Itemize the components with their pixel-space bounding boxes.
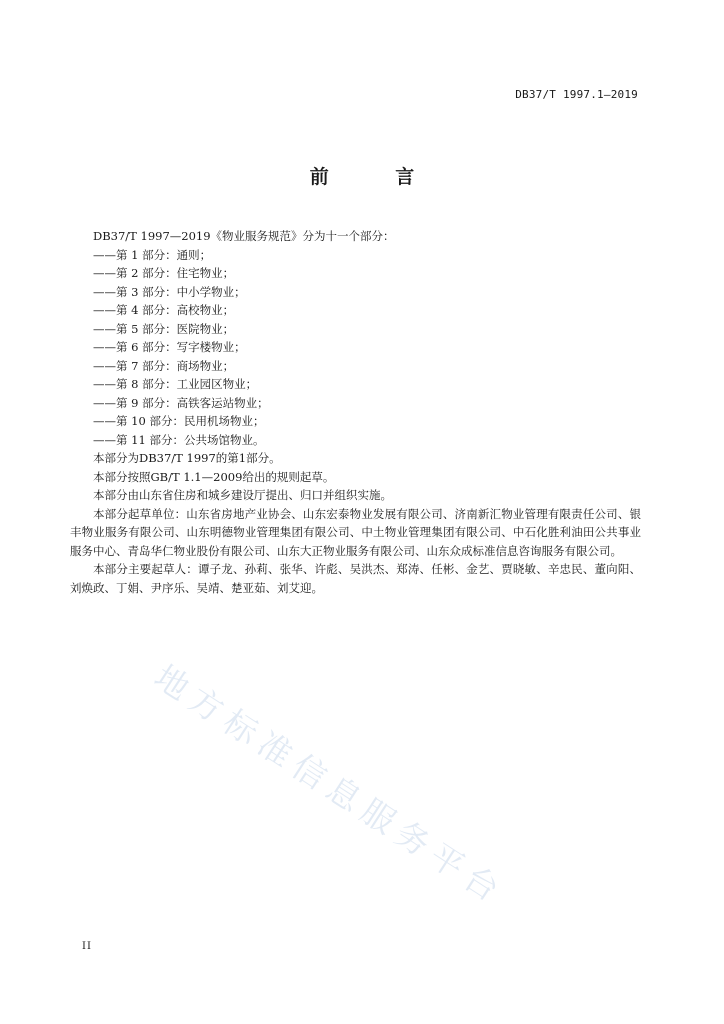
drafters-paragraph: 本部分主要起草人：谭子龙、孙莉、张华、许彪、吴洪杰、郑涛、任彬、金艺、贾晓敏、辛忠民、董向阳、刘焕政、丁娟、尹序乐、吴靖、楚亚茹、刘艾迎。 (70, 562, 641, 595)
statement-drafting-rules: 本部分按照GB/T 1.1—2009给出的规则起草。 (93, 469, 335, 484)
part-list-item: ——第 2 部分：住宅物业； (93, 266, 235, 280)
part-list-item: ——第 7 部分：商场物业； (93, 358, 235, 373)
part-list-item: ——第 1 部分：通则； (93, 247, 212, 262)
part-list-item: ——第 6 部分：写字楼物业； (93, 340, 246, 354)
watermark: 地方标准信息服务平台 (147, 657, 513, 914)
part-list-item: ——第 11 部分：公共场馆物业。 (93, 432, 265, 447)
part-list-item: ——第 9 部分：高铁客运站物业； (93, 395, 269, 410)
intro-line: DB37/T 1997—2019《物业服务规范》分为十一个部分： (93, 229, 395, 243)
drafting-units-paragraph: 本部分起草单位：山东省房地产业协会、山东宏泰物业发展有限公司、济南新汇物业管理有限责任公司、银丰物业服务有限公司、山东明德物业管理集团有限公司、中土物业管理集团有限公司、中石化胜利油田公共事业服务中心、青岛华仁物业股份有限公司、山东大正物业服务有限公司、山东众成标准信息咨询服务有限公司。 (70, 506, 641, 558)
foreword-body (70, 227, 641, 597)
page-number: II (82, 941, 92, 952)
page-title: 前 言 (309, 166, 445, 188)
document-code: DB37/T 1997.1—2019 (515, 88, 638, 101)
statement-part-number: 本部分为DB37/T 1997的第1部分。 (93, 451, 281, 465)
part-list-item: ——第 5 部分：医院物业； (93, 321, 235, 336)
part-list-item: ——第 8 部分：工业园区物业； (93, 377, 258, 391)
part-list-item: ——第 10 部分：民用机场物业； (93, 414, 265, 428)
part-list-item: ——第 4 部分：高校物业； (93, 303, 235, 317)
part-list-item: ——第 3 部分：中小学物业； (93, 284, 246, 299)
statement-proposer: 本部分由山东省住房和城乡建设厅提出、归口并组织实施。 (93, 488, 392, 502)
